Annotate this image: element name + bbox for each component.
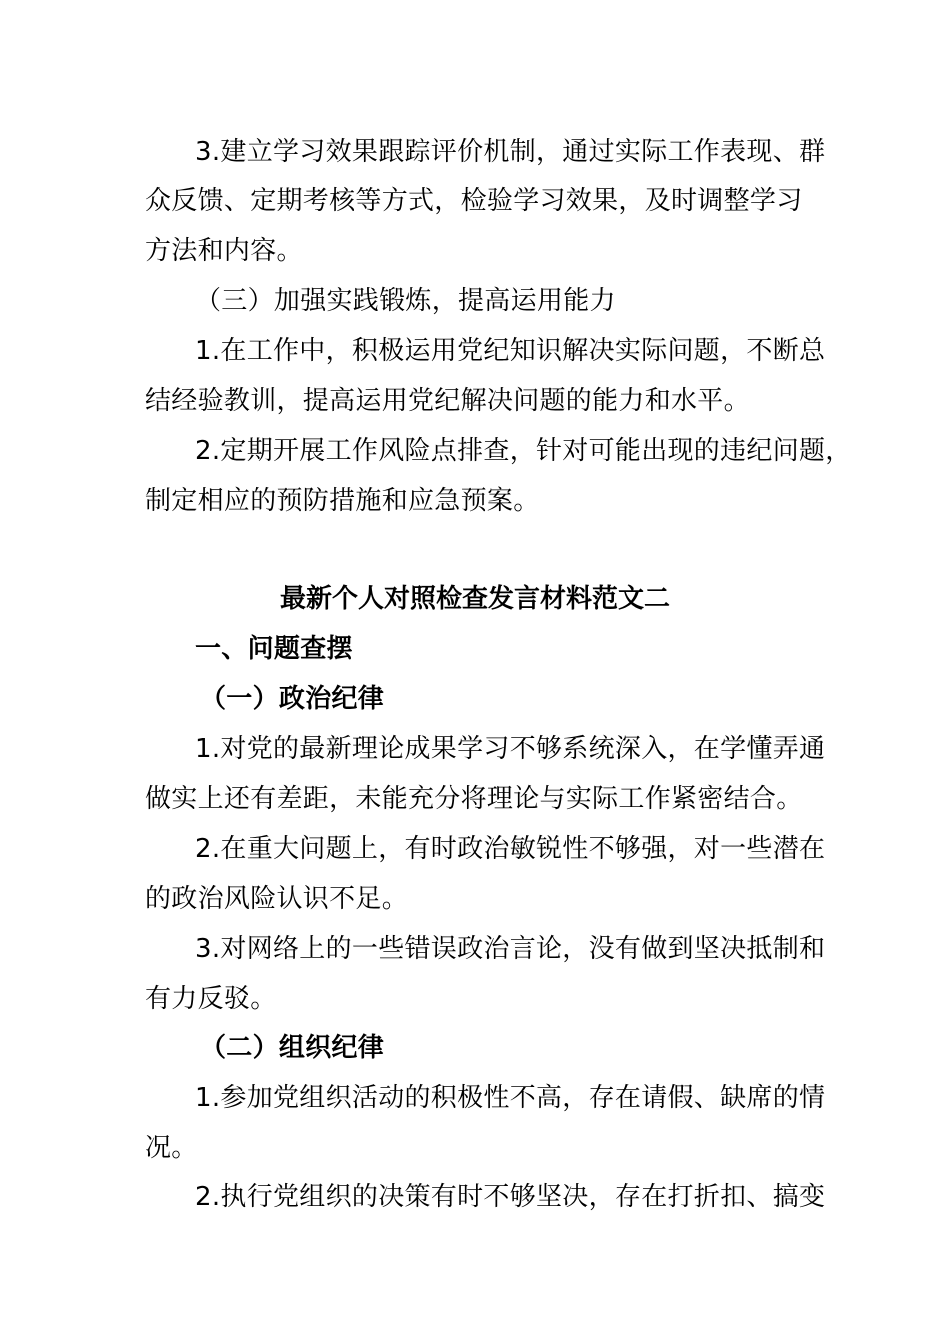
- paragraph-line: 2.在重大问题上，有时政治敏锐性不够强，对一些潜在: [195, 834, 826, 864]
- paragraph-line: 的政治风险认识不足。: [145, 884, 409, 914]
- paragraph-line: 3.对网络上的一些错误政治言论，没有做到坚决抵制和: [195, 934, 826, 964]
- document-title: 最新个人对照检查发言材料范文二: [279, 584, 670, 614]
- paragraph-line: 2.执行党组织的决策有时不够坚决，存在打折扣、搞变: [195, 1182, 826, 1212]
- paragraph-line: 制定相应的预防措施和应急预案。: [145, 486, 540, 516]
- paragraph-line: 况。: [145, 1133, 198, 1163]
- paragraph-line: 3.建立学习效果跟踪评价机制，通过实际工作表现、群: [195, 137, 826, 167]
- paragraph-line: 结经验教训，提高运用党纪解决问题的能力和水平。: [145, 386, 750, 416]
- subsection-heading: （一）政治纪律: [200, 684, 385, 714]
- paragraph-line: 1.参加党组织活动的积极性不高，存在请假、缺席的情: [195, 1083, 826, 1113]
- section-heading: 一、问题查摆: [195, 634, 353, 664]
- paragraph-line: 众反馈、定期考核等方式，检验学习效果，及时调整学习: [145, 186, 803, 216]
- paragraph-line: 1.在工作中，积极运用党纪知识解决实际问题，不断总: [195, 336, 826, 366]
- paragraph-line: 2.定期开展工作风险点排查，针对可能出现的违纪问题，: [195, 436, 852, 466]
- paragraph-line: 有力反驳。: [145, 984, 277, 1014]
- paragraph-line: 1.对党的最新理论成果学习不够系统深入，在学懂弄通: [195, 734, 826, 764]
- paragraph-line: 做实上还有差距，未能充分将理论与实际工作紧密结合。: [145, 784, 803, 814]
- paragraph-line: 方法和内容。: [145, 236, 303, 266]
- subsection-heading: （二）组织纪律: [200, 1033, 385, 1063]
- subsection-heading: （三）加强实践锻炼，提高运用能力: [195, 286, 616, 316]
